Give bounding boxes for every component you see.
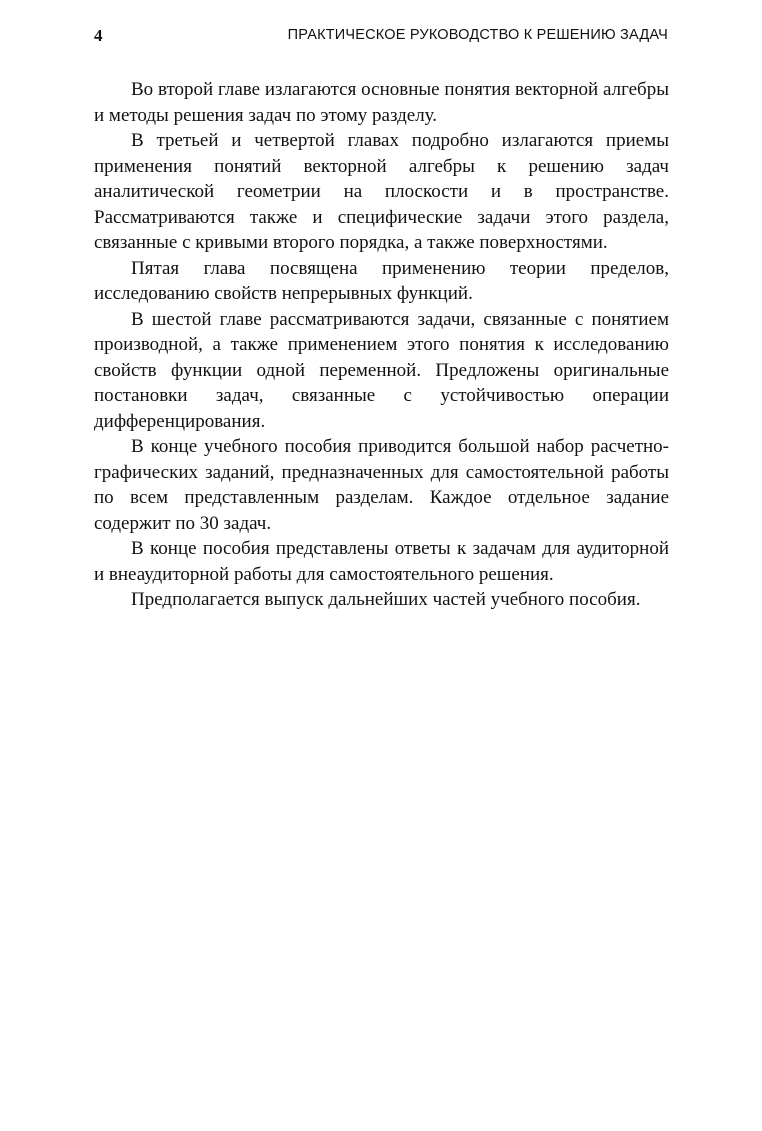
paragraph-chapter-5: Пятая глава посвящена применению теории пределов, исследованию свойств непрерывных функций. bbox=[94, 257, 669, 304]
paragraph-chapter-6: В шестой главе рассматриваются задачи, связанные с понятием производной, а также применением этого понятия к исследованию свойств функции одной переменной. Предложены оригинальные постановки задач, связанные с устойчивостью операции дифференцирования. bbox=[94, 308, 669, 432]
paragraph-chapter-2: Во второй главе излагаются основные понятия векторной алгебры и методы решения задач по этому разделу. bbox=[94, 79, 669, 126]
page-number: 4 bbox=[94, 26, 103, 45]
paragraph-chapters-3-4: В третьей и четвертой главах подробно излагаются приемы применения понятий векторной алгебры к решению задач аналитической геометрии на плоскости и в пространстве. Рассматриваются также и специфические задачи этого раздела, связанные с кривыми второго порядка, а также поверхностями. bbox=[94, 130, 669, 253]
body-text bbox=[94, 77, 669, 613]
paragraph-future-parts: Предполагается выпуск дальнейших частей учебного пособия. bbox=[131, 589, 641, 610]
running-title: ПРАКТИЧЕСКОЕ РУКОВОДСТВО К РЕШЕНИЮ ЗАДАЧ bbox=[287, 27, 668, 43]
paragraph-assignments: В конце учебного пособия приводится большой набор расчетно-графических заданий, предназначенных для самостоятельной работы по всем представленным разделам. Каждое отдельное задание содержит по 30 задач. bbox=[94, 436, 669, 534]
paragraph-answers: В конце пособия представлены ответы к задачам для аудиторной и внеаудиторной работы для самостоятельного решения. bbox=[94, 538, 669, 585]
running-head bbox=[94, 26, 668, 48]
